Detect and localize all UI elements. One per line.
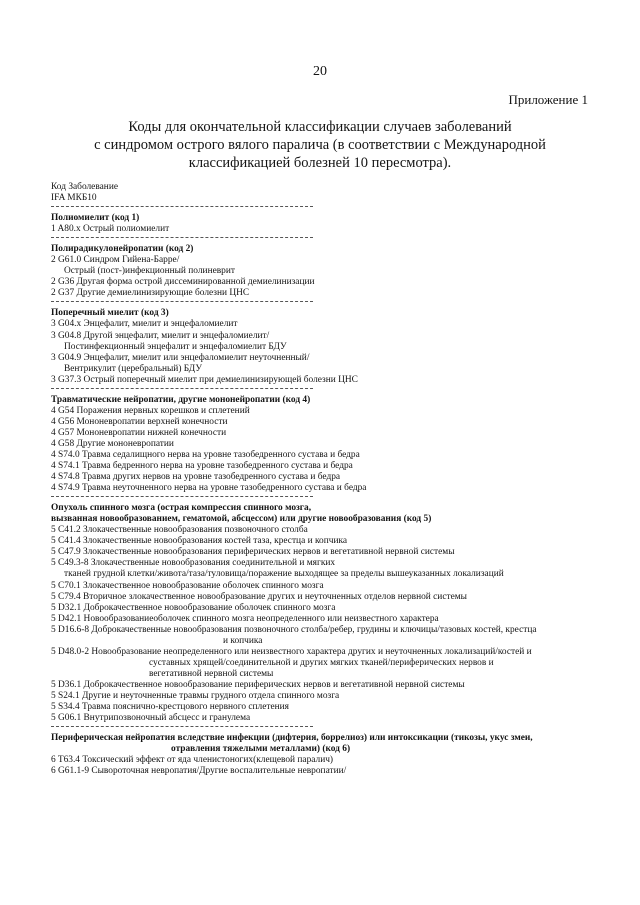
code-entry: 4 G56 Мононевропатии верхней конечности xyxy=(51,416,228,427)
code-entry: Постинфекционный энцефалит и энцефаломиелит БДУ xyxy=(64,341,287,352)
section-title: Опухоль спинного мозга (острая компрессия спинного мозга, xyxy=(51,503,312,514)
code-entry: 5 D42.1 Новообразованиеоболочек спинного мозга неопределенного или неизвестного характера xyxy=(51,613,439,624)
code-entry: 5 C47.9 Злокачественные новообразования периферических нервов и вегетативной нервной системы xyxy=(51,547,455,558)
separator xyxy=(51,206,313,207)
code-entry: 4 G54 Поражения нервных корешков и сплетений xyxy=(51,405,250,416)
separator xyxy=(51,388,313,389)
code-entry: 6 G61.1-9 Сывороточная невропатия/Другие воспалительные невропатии/ xyxy=(51,766,347,777)
code-entry: 5 C41.2 Злокачественные новообразования позвоночного столба xyxy=(51,525,308,536)
title-line: классификацией болезней 10 пересмотра). xyxy=(188,155,452,171)
separator xyxy=(51,726,313,727)
column-header-line: Код Заболевание xyxy=(51,182,119,192)
code-entry: 4 G57 Мононевропатии нижней конечности xyxy=(51,427,227,438)
code-entry: вегетативной нервной системы xyxy=(149,668,274,679)
section xyxy=(51,308,591,388)
page-number: 20 xyxy=(313,64,327,79)
code-entry: 3 G04.x Энцефалит, миелит и энцефаломиелит xyxy=(51,319,238,330)
separator xyxy=(51,301,313,302)
document-title xyxy=(40,118,600,172)
section-title: Поперечный миелит (код 3) xyxy=(51,308,169,319)
code-entry: 4 S74.8 Травма других нервов на уровне тазобедренного сустава и бедра xyxy=(51,472,341,483)
title-line: с синдромом острого вялого паралича (в соответствии с Международной xyxy=(94,137,546,153)
code-entry: 5 S34.4 Травма пояснично-крестцового нервного сплетения xyxy=(51,702,289,713)
code-entry: 5 S24.1 Другие и неуточненные травмы грудного отдела спинного мозга xyxy=(51,690,340,701)
code-entry: 5 C70.1 Злокачественное новообразование оболочек спинного мозга xyxy=(51,580,324,591)
column-header-line: IFA МКБ10 xyxy=(51,193,97,204)
section-title: вызванная новообразованием, гематомой, абсцессом) или другие новообразования (код 5) xyxy=(51,514,432,525)
column-header xyxy=(51,182,591,204)
code-entry: 5 D16.6-8 Доброкачественные новообразования позвоночного столба/ребер, грудины и ключицы/тазовых костей, крестца xyxy=(51,624,537,635)
code-entry: 3 G04.9 Энцефалит, миелит или энцефаломиелит неуточненный/ xyxy=(51,352,310,363)
code-entry: 5 C41.4 Злокачественные новообразования костей таза, крестца и копчика xyxy=(51,536,348,547)
section xyxy=(51,733,591,777)
section-title: Полирадикулонейропатии (код 2) xyxy=(51,244,194,255)
code-entry: 4 S74.0 Травма седалищного нерва на уровне тазобедренного сустава и бедра xyxy=(51,449,360,460)
separator xyxy=(51,496,313,497)
title-line: Коды для окончательной классификации случаев заболеваний xyxy=(128,119,512,135)
section xyxy=(51,503,591,727)
code-entry: 1 A80.x Острый полиомиелит xyxy=(51,224,170,235)
code-entry: 4 G58 Другие мононевропатии xyxy=(51,438,174,449)
section xyxy=(51,213,591,238)
annex-label: Приложение 1 xyxy=(508,92,588,107)
code-entry: 5 D48.0-2 Новообразование неопределенного или неизвестного характера других и неуточненных локализаций/костей и xyxy=(51,646,532,657)
code-entry: 5 C49.3-8 Злокачественные новообразования соединительной и мягких xyxy=(51,558,336,569)
code-entry: 3 G37.3 Острый поперечный миелит при демиелинизирующей болезни ЦНС xyxy=(51,374,358,385)
code-entry: 3 G04.8 Другой энцефалит, миелит и энцефаломиелит/ xyxy=(51,330,270,341)
code-entry: 5 D32.1 Доброкачественное новообразование оболочек спинного мозга xyxy=(51,602,336,613)
code-entry: 6 T63.4 Токсический эффект от яда членистоногих(клещевой паралич) xyxy=(51,755,334,766)
section-title: Полиомиелит (код 1) xyxy=(51,213,140,224)
separator xyxy=(51,237,313,238)
code-entry: 2 G36 Другая форма острой диссеминированной демиелинизации xyxy=(51,277,315,288)
code-entry: Острый (пост-)инфекционный полиневрит xyxy=(64,266,235,277)
section xyxy=(51,395,591,497)
code-entry: тканей грудной клетки/живота/таза/туловища/поражение выходящее за пределы вышеуказанных локализаций xyxy=(64,569,504,580)
classification-list xyxy=(51,182,591,777)
code-entry: суставных хрящей/соединительной и других мягких тканей/периферических нервов и xyxy=(149,657,494,668)
code-entry: 4 S74.1 Травма бедренного нерва на уровне тазобедренного сустава и бедра xyxy=(51,461,353,472)
section-title: Периферическая нейропатия вследствие инфекции (дифтерия, боррелиоз) или интоксикации (тикозы, укус змеи, xyxy=(51,733,533,744)
code-entry: 5 C79.4 Вторичное злокачественное новообразование других и неуточненных отделов нервной системы xyxy=(51,591,467,602)
section-title: отравления тяжелыми металлами) (код 6) xyxy=(171,744,351,755)
code-entry: и копчика xyxy=(223,635,263,646)
code-entry: 2 G37 Другие демиелинизирующие болезни ЦНС xyxy=(51,288,250,299)
code-entry: 5 G06.1 Внутрипозвоночный абсцесс и гранулема xyxy=(51,713,251,724)
code-entry: 4 S74.9 Травма неуточненного нерва на уровне тазобедренного сустава и бедра xyxy=(51,483,367,494)
sections-container xyxy=(51,213,591,777)
code-entry: 5 D36.1 Доброкачественное новообразование периферических нервов и вегетативной нервной системы xyxy=(51,679,465,690)
code-entry: Вентрикулит (церебральный) БДУ xyxy=(64,363,202,374)
section xyxy=(51,244,591,302)
section-title: Травматические нейропатии, другие мононейропатии (код 4) xyxy=(51,394,311,405)
code-entry: 2 G61.0 Синдром Гийена-Барре/ xyxy=(51,255,180,266)
